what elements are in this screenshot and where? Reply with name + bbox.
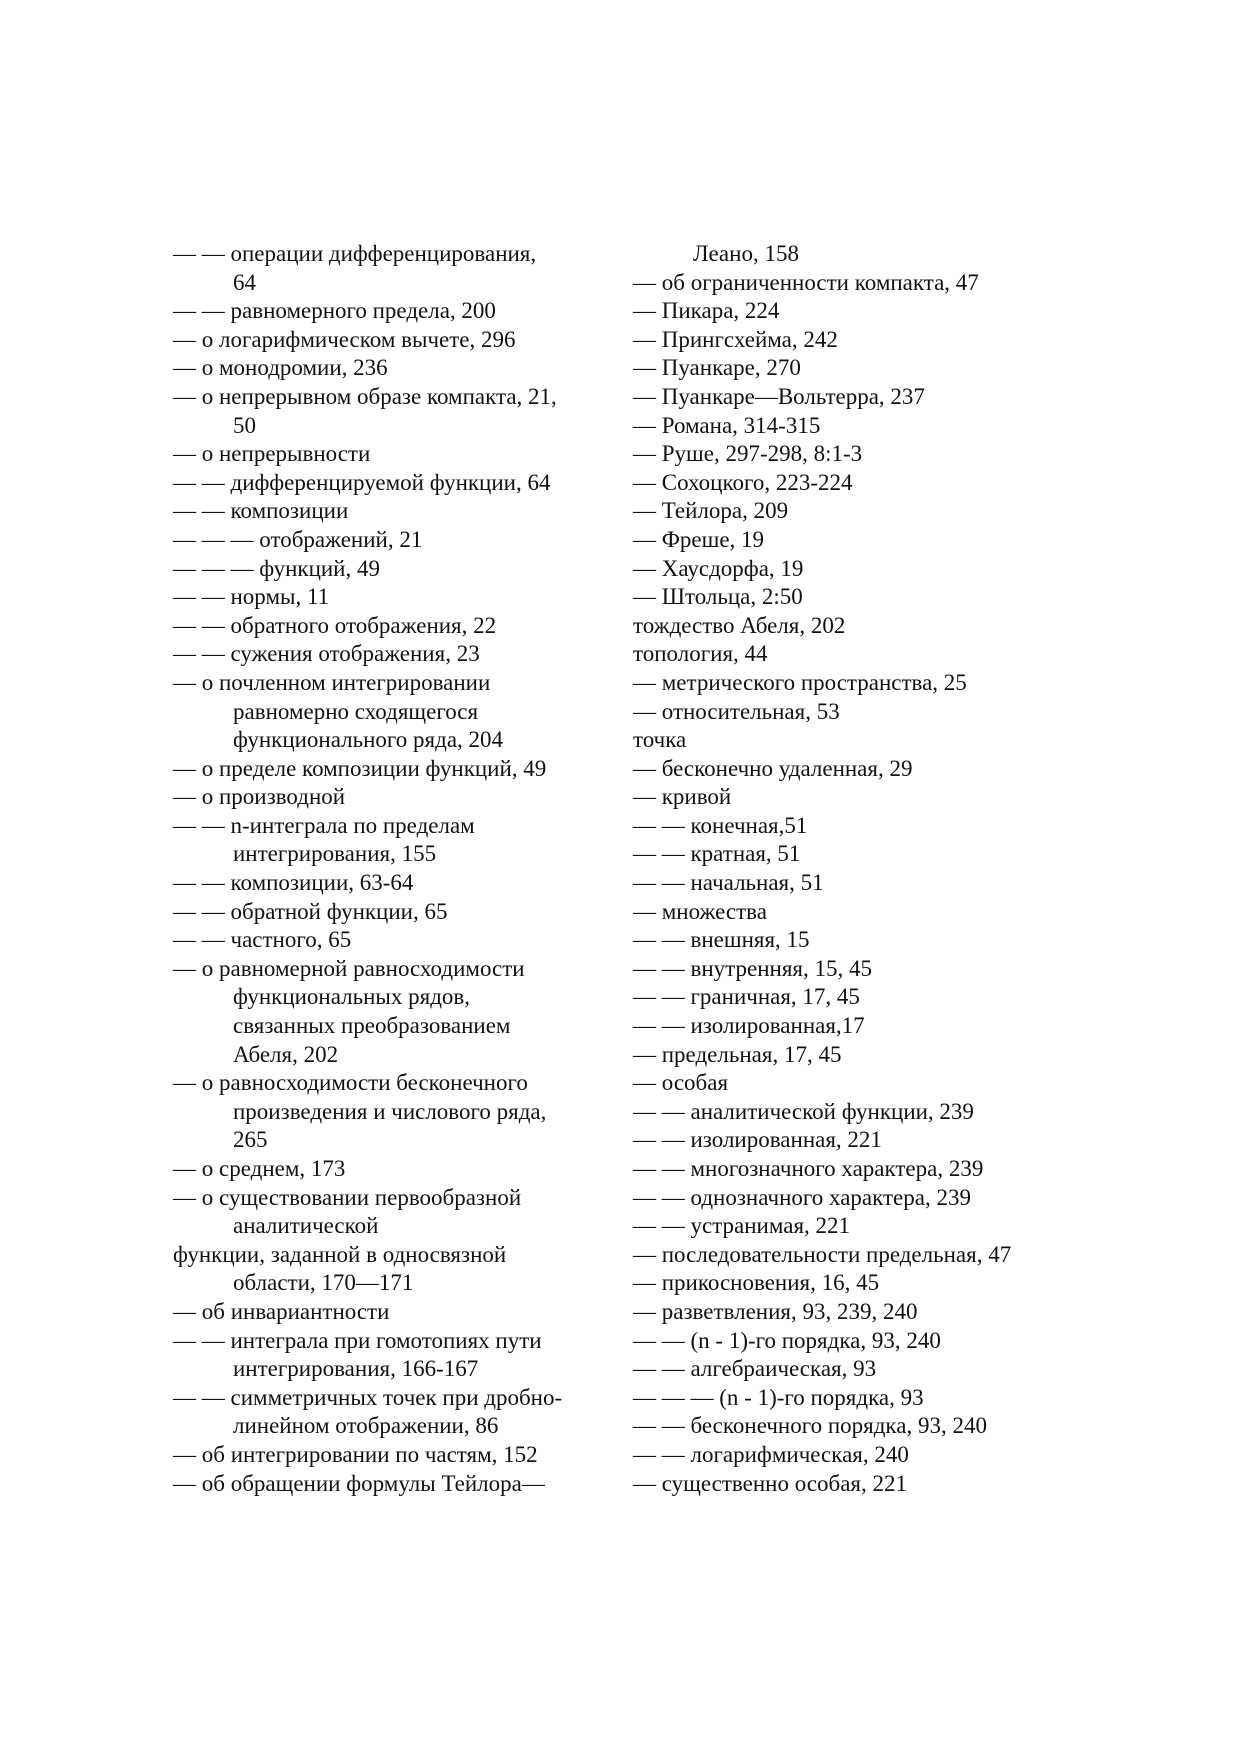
index-entry: — — (n - 1)-го порядка, 93, 240 (633, 1327, 941, 1353)
index-entry: — о непрерывности (173, 441, 371, 467)
index-entry: — — изолированная,17 (633, 1013, 865, 1039)
index-entry: — — аналитической функции, 239 (633, 1098, 974, 1124)
index-entry: — прикосновения, 16, 45 (633, 1270, 880, 1296)
index-entry: — о логарифмическом вычете, 296 (173, 326, 516, 352)
index-entry: — — симметричных точек при дробно- (173, 1384, 563, 1410)
index-entry: точка (633, 727, 687, 753)
index-column-left (173, 240, 613, 1498)
index-entry: — — нормы, 11 (173, 584, 330, 610)
index-entry: — о непрерывном образе компакта, 21, (173, 383, 557, 409)
index-entry: связанных преобразованием (233, 1013, 511, 1039)
index-entry: аналитической (233, 1213, 379, 1239)
index-entry: — Пуанкаре, 270 (633, 355, 801, 381)
index-entry: — — кратная, 51 (633, 841, 801, 867)
index-entry: — — обратной функции, 65 (173, 898, 448, 924)
index-entry: — — частного, 65 (173, 927, 352, 953)
index-entry: — — композиции, 63-64 (173, 870, 414, 896)
index-entry: — о равномерной равносходимости (173, 955, 525, 981)
index-entry: — предельная, 17, 45 (633, 1041, 842, 1067)
index-entry: — о почленном интегрировании (173, 669, 491, 695)
index-entry: — существенно особая, 221 (633, 1470, 907, 1496)
index-entry: — — равномерного предела, 200 (173, 298, 496, 324)
index-entry: 50 (233, 412, 256, 438)
index-entry: — Прингсхейма, 242 (633, 326, 838, 352)
index-entry: — — внешняя, 15 (633, 927, 810, 953)
index-entry: — Фреше, 19 (633, 526, 765, 552)
index-entry: — о существовании первообразной (173, 1184, 522, 1210)
index-entry: — — конечная,51 (633, 812, 808, 838)
index-entry: 64 (233, 269, 256, 295)
index-entry: — кривой (633, 784, 732, 810)
index-entry: — Сохоцкого, 223-224 (633, 469, 853, 495)
index-entry: — об инвариантности (173, 1298, 390, 1324)
index-entry: Абеля, 202 (233, 1041, 339, 1067)
index-entry: — Пикара, 224 (633, 298, 780, 324)
index-entry: — Руше, 297-298, 8:1-3 (633, 441, 863, 467)
index-entry: — — многозначного характера, 239 (633, 1156, 984, 1181)
index-entry: равномерно сходящегося (233, 698, 479, 724)
index-entry: — об интегрировании по частям, 152 (173, 1441, 538, 1467)
index-entry: — о производной (173, 784, 346, 810)
index-entry: — последовательности предельная, 47 (633, 1241, 1012, 1267)
index-entry: — — обратного отображения, 22 (173, 612, 497, 638)
index-entry: области, 170—171 (233, 1270, 414, 1296)
index-column-right (633, 240, 1073, 1498)
index-entry: тождество Абеля, 202 (633, 612, 846, 638)
index-entry: — — начальная, 51 (633, 870, 824, 896)
index-entry: 265 (233, 1127, 268, 1153)
index-entry: — — дифференцируемой функции, 64 (173, 469, 551, 495)
index-entry: — — однозначного характера, 239 (633, 1184, 971, 1210)
index-entry: функции, заданной в односвязной (173, 1241, 507, 1267)
index-entry: — — граничная, 17, 45 (633, 984, 860, 1010)
index-entry: — разветвления, 93, 239, 240 (633, 1298, 918, 1324)
index-entry: функциональных рядов, (233, 984, 471, 1010)
index-entry: — об ограниченности компакта, 47 (633, 269, 979, 295)
index-entry: — — — (n - 1)-го порядка, 93 (633, 1384, 924, 1410)
index-entry: — — интеграла при гомотопиях пути (173, 1327, 542, 1353)
index-entry: — относительная, 53 (633, 698, 840, 724)
index-entry: топология, 44 (633, 641, 768, 667)
index-entry: — Хаусдорфа, 19 (633, 555, 804, 581)
index-entry: — — композиции (173, 498, 349, 524)
index-entry: — — алгебраическая, 93 (633, 1356, 877, 1382)
index-entry: — — n-интеграла по пределам (173, 812, 475, 838)
index-entry: — — внутренняя, 15, 45 (633, 955, 872, 981)
index-entry: — бесконечно удаленная, 29 (633, 755, 913, 781)
index-entry: — — изолированная, 221 (633, 1127, 882, 1153)
index-entry: — о монодромии, 236 (173, 355, 388, 381)
index-entry: — — бесконечного порядка, 93, 240 (633, 1413, 987, 1439)
index-entry: — метрического пространства, 25 (633, 669, 967, 695)
index-entry: — множества (633, 898, 767, 924)
index-entry: — Штольца, 2:50 (633, 584, 803, 610)
index-entry: — — — отображений, 21 (173, 526, 423, 552)
index-entry: — об обращении формулы Тейлора— (173, 1470, 545, 1496)
index-entry: — о среднем, 173 (173, 1156, 346, 1181)
index-entry: — — устранимая, 221 (633, 1213, 851, 1239)
index-entry: — — логарифмическая, 240 (633, 1441, 909, 1467)
index-entry: — Тейлора, 209 (633, 498, 789, 524)
index-entry: произведения и числового ряда, (233, 1098, 547, 1124)
index-entry: — Пуанкаре—Вольтерра, 237 (633, 383, 925, 409)
index-entry: линейном отображении, 86 (233, 1413, 499, 1439)
index-entry: интегрирования, 155 (233, 841, 437, 867)
index-entry: интегрирования, 166-167 (233, 1356, 479, 1382)
index-entry: Леано, 158 (693, 241, 799, 266)
index-entry: — особая (633, 1070, 729, 1096)
index-entry: — — операции дифференцирования, (173, 241, 537, 266)
index-entry: — Романа, 314-315 (633, 412, 821, 438)
index-entry: — о равносходимости бесконечного (173, 1070, 528, 1096)
index-entry: — — сужения отображения, 23 (173, 641, 480, 667)
index-entry: функционального ряда, 204 (233, 727, 504, 753)
index-entry: — — — функций, 49 (173, 555, 380, 581)
index-entry: — о пределе композиции функций, 49 (173, 755, 547, 781)
